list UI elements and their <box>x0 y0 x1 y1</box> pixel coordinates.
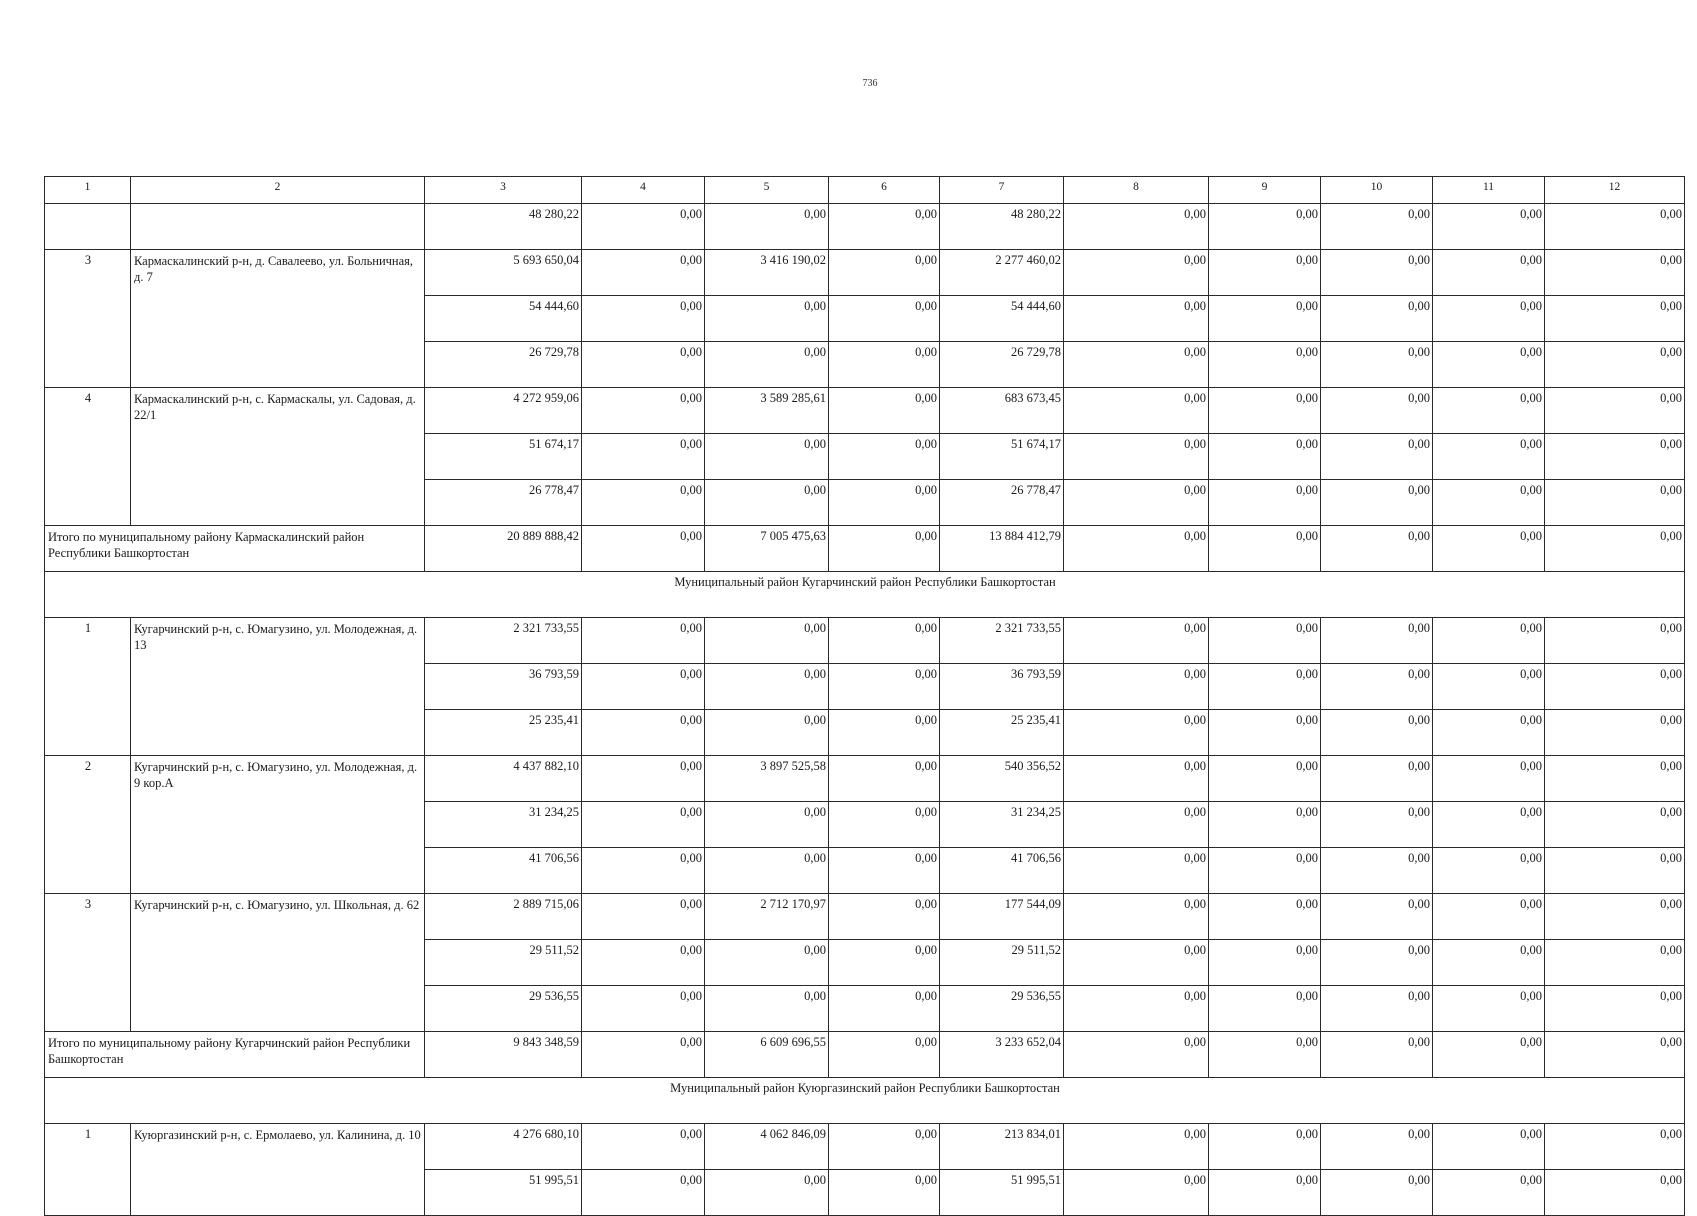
total-label: Итого по муниципальному району Кугарчинский район Республики Башкортостан <box>45 1032 425 1078</box>
address-cell: Куюргазинский р-н, с. Ермолаево, ул. Калинина, д. 10 <box>131 1124 425 1216</box>
value-cell: 0,00 <box>1321 342 1433 388</box>
value-cell: 0,00 <box>582 710 705 756</box>
address-cell: Кугарчинский р-н, с. Юмагузино, ул. Школьная, д. 62 <box>131 894 425 1032</box>
value-cell: 0,00 <box>1321 618 1433 664</box>
column-header: 8 <box>1064 177 1209 204</box>
column-header: 5 <box>705 177 829 204</box>
value-cell: 0,00 <box>1209 250 1321 296</box>
value-cell: 0,00 <box>1321 1032 1433 1078</box>
page-number: 736 <box>862 78 878 89</box>
value-cell: 0,00 <box>1209 342 1321 388</box>
value-cell: 0,00 <box>705 802 829 848</box>
column-header: 4 <box>582 177 705 204</box>
table-row <box>45 618 1685 664</box>
value-cell: 0,00 <box>1433 480 1545 526</box>
value-cell: 0,00 <box>1209 1124 1321 1170</box>
row-number: 4 <box>45 388 131 526</box>
value-cell: 0,00 <box>1433 388 1545 434</box>
value-cell: 0,00 <box>582 342 705 388</box>
value-cell: 0,00 <box>1064 802 1209 848</box>
value-cell: 0,00 <box>1545 250 1685 296</box>
table-row <box>45 204 1685 250</box>
value-cell: 0,00 <box>582 986 705 1032</box>
value-cell: 0,00 <box>1545 940 1685 986</box>
value-cell: 0,00 <box>829 894 940 940</box>
value-cell: 0,00 <box>1064 1124 1209 1170</box>
value-cell: 4 437 882,10 <box>425 756 582 802</box>
value-cell: 213 834,01 <box>940 1124 1064 1170</box>
value-cell: 0,00 <box>1545 986 1685 1032</box>
value-cell: 0,00 <box>829 342 940 388</box>
value-cell: 0,00 <box>1545 480 1685 526</box>
value-cell: 0,00 <box>1545 848 1685 894</box>
value-cell: 0,00 <box>582 526 705 572</box>
value-cell: 3 233 652,04 <box>940 1032 1064 1078</box>
value-cell: 51 995,51 <box>425 1170 582 1216</box>
value-cell: 0,00 <box>1545 802 1685 848</box>
section-title: Муниципальный район Куюргазинский район Республики Башкортостан <box>45 1078 1685 1124</box>
value-cell: 0,00 <box>1064 250 1209 296</box>
value-cell: 0,00 <box>829 848 940 894</box>
value-cell: 0,00 <box>1209 388 1321 434</box>
value-cell: 0,00 <box>1209 296 1321 342</box>
value-cell: 9 843 348,59 <box>425 1032 582 1078</box>
value-cell: 0,00 <box>1433 526 1545 572</box>
value-cell: 0,00 <box>1545 434 1685 480</box>
value-cell: 0,00 <box>1433 986 1545 1032</box>
row-number: 3 <box>45 894 131 1032</box>
value-cell: 0,00 <box>1433 1170 1545 1216</box>
value-cell: 0,00 <box>1433 848 1545 894</box>
value-cell: 54 444,60 <box>940 296 1064 342</box>
value-cell: 0,00 <box>1064 526 1209 572</box>
value-cell: 0,00 <box>1545 1124 1685 1170</box>
row-number: 2 <box>45 756 131 894</box>
value-cell: 29 511,52 <box>425 940 582 986</box>
value-cell: 0,00 <box>1209 526 1321 572</box>
value-cell: 0,00 <box>1433 1032 1545 1078</box>
value-cell: 48 280,22 <box>940 204 1064 250</box>
column-header-row <box>45 177 1685 204</box>
value-cell: 0,00 <box>582 618 705 664</box>
value-cell: 0,00 <box>582 802 705 848</box>
value-cell: 0,00 <box>582 848 705 894</box>
value-cell: 0,00 <box>582 756 705 802</box>
value-cell: 0,00 <box>705 940 829 986</box>
address-cell: Кармаскалинский р-н, д. Савалеево, ул. Больничная, д. 7 <box>131 250 425 388</box>
value-cell: 0,00 <box>1545 526 1685 572</box>
value-cell: 0,00 <box>829 1032 940 1078</box>
value-cell: 29 511,52 <box>940 940 1064 986</box>
value-cell: 0,00 <box>1064 940 1209 986</box>
value-cell: 0,00 <box>1064 296 1209 342</box>
value-cell: 0,00 <box>1321 434 1433 480</box>
value-cell: 0,00 <box>1321 526 1433 572</box>
value-cell: 0,00 <box>1545 296 1685 342</box>
value-cell: 0,00 <box>1433 756 1545 802</box>
value-cell: 2 889 715,06 <box>425 894 582 940</box>
value-cell: 0,00 <box>705 710 829 756</box>
value-cell: 0,00 <box>829 664 940 710</box>
value-cell: 0,00 <box>1209 848 1321 894</box>
value-cell: 0,00 <box>1209 986 1321 1032</box>
value-cell: 4 062 846,09 <box>705 1124 829 1170</box>
value-cell: 0,00 <box>705 342 829 388</box>
value-cell: 0,00 <box>1545 664 1685 710</box>
value-cell: 0,00 <box>1321 664 1433 710</box>
value-cell: 5 693 650,04 <box>425 250 582 296</box>
value-cell: 0,00 <box>1321 296 1433 342</box>
table-row <box>45 388 1685 434</box>
column-header: 2 <box>131 177 425 204</box>
value-cell: 0,00 <box>1433 250 1545 296</box>
value-cell: 0,00 <box>1209 664 1321 710</box>
value-cell: 0,00 <box>1064 1170 1209 1216</box>
value-cell: 2 321 733,55 <box>940 618 1064 664</box>
value-cell: 0,00 <box>1321 480 1433 526</box>
value-cell: 25 235,41 <box>940 710 1064 756</box>
row-number <box>45 204 131 250</box>
value-cell: 4 276 680,10 <box>425 1124 582 1170</box>
column-header: 3 <box>425 177 582 204</box>
value-cell: 0,00 <box>829 480 940 526</box>
value-cell: 0,00 <box>582 434 705 480</box>
value-cell: 0,00 <box>582 894 705 940</box>
value-cell: 0,00 <box>582 1170 705 1216</box>
value-cell: 13 884 412,79 <box>940 526 1064 572</box>
value-cell: 0,00 <box>1545 1170 1685 1216</box>
value-cell: 0,00 <box>829 1124 940 1170</box>
value-cell: 0,00 <box>705 296 829 342</box>
value-cell: 0,00 <box>1545 756 1685 802</box>
value-cell: 0,00 <box>1321 250 1433 296</box>
value-cell: 41 706,56 <box>425 848 582 894</box>
value-cell: 0,00 <box>1064 1032 1209 1078</box>
total-row <box>45 526 1685 572</box>
value-cell: 0,00 <box>1433 940 1545 986</box>
value-cell: 0,00 <box>705 986 829 1032</box>
value-cell: 0,00 <box>1209 480 1321 526</box>
table-row <box>45 1124 1685 1170</box>
value-cell: 26 729,78 <box>940 342 1064 388</box>
value-cell: 0,00 <box>1064 204 1209 250</box>
value-cell: 683 673,45 <box>940 388 1064 434</box>
value-cell: 0,00 <box>705 618 829 664</box>
row-number: 1 <box>45 618 131 756</box>
address-cell <box>131 204 425 250</box>
value-cell: 0,00 <box>1545 618 1685 664</box>
section-header-row <box>45 1078 1685 1124</box>
value-cell: 0,00 <box>829 710 940 756</box>
table-row <box>45 250 1685 296</box>
value-cell: 26 778,47 <box>425 480 582 526</box>
column-header: 1 <box>45 177 131 204</box>
value-cell: 0,00 <box>1064 848 1209 894</box>
value-cell: 0,00 <box>829 940 940 986</box>
section-header-row <box>45 572 1685 618</box>
value-cell: 0,00 <box>1433 296 1545 342</box>
value-cell: 0,00 <box>1209 710 1321 756</box>
value-cell: 0,00 <box>1321 710 1433 756</box>
value-cell: 20 889 888,42 <box>425 526 582 572</box>
value-cell: 6 609 696,55 <box>705 1032 829 1078</box>
value-cell: 0,00 <box>829 1170 940 1216</box>
value-cell: 0,00 <box>582 1124 705 1170</box>
value-cell: 0,00 <box>1064 986 1209 1032</box>
value-cell: 0,00 <box>1433 434 1545 480</box>
value-cell: 0,00 <box>1209 940 1321 986</box>
value-cell: 0,00 <box>1545 342 1685 388</box>
value-cell: 0,00 <box>829 526 940 572</box>
value-cell: 0,00 <box>1321 894 1433 940</box>
address-cell: Кугарчинский р-н, с. Юмагузино, ул. Молодежная, д. 13 <box>131 618 425 756</box>
value-cell: 0,00 <box>829 756 940 802</box>
value-cell: 0,00 <box>1433 1124 1545 1170</box>
value-cell: 0,00 <box>1545 894 1685 940</box>
value-cell: 0,00 <box>705 1170 829 1216</box>
value-cell: 0,00 <box>705 480 829 526</box>
value-cell: 36 793,59 <box>425 664 582 710</box>
value-cell: 0,00 <box>1209 434 1321 480</box>
value-cell: 3 416 190,02 <box>705 250 829 296</box>
value-cell: 7 005 475,63 <box>705 526 829 572</box>
value-cell: 3 589 285,61 <box>705 388 829 434</box>
value-cell: 0,00 <box>1209 894 1321 940</box>
value-cell: 29 536,55 <box>425 986 582 1032</box>
total-label: Итого по муниципальному району Кармаскалинский район Республики Башкортостан <box>45 526 425 572</box>
section-title: Муниципальный район Кугарчинский район Республики Башкортостан <box>45 572 1685 618</box>
value-cell: 0,00 <box>1064 664 1209 710</box>
value-cell: 0,00 <box>829 296 940 342</box>
value-cell: 0,00 <box>1064 480 1209 526</box>
value-cell: 4 272 959,06 <box>425 388 582 434</box>
row-number: 1 <box>45 1124 131 1216</box>
value-cell: 0,00 <box>1433 802 1545 848</box>
table-row <box>45 894 1685 940</box>
value-cell: 0,00 <box>582 204 705 250</box>
value-cell: 25 235,41 <box>425 710 582 756</box>
financial-table <box>44 176 1685 1216</box>
value-cell: 0,00 <box>1321 1124 1433 1170</box>
value-cell: 0,00 <box>1433 618 1545 664</box>
value-cell: 54 444,60 <box>425 296 582 342</box>
value-cell: 0,00 <box>1321 1170 1433 1216</box>
value-cell: 0,00 <box>582 480 705 526</box>
column-header: 7 <box>940 177 1064 204</box>
value-cell: 0,00 <box>1545 204 1685 250</box>
value-cell: 0,00 <box>582 296 705 342</box>
value-cell: 51 995,51 <box>940 1170 1064 1216</box>
value-cell: 0,00 <box>829 388 940 434</box>
value-cell: 177 544,09 <box>940 894 1064 940</box>
value-cell: 0,00 <box>1545 710 1685 756</box>
value-cell: 2 712 170,97 <box>705 894 829 940</box>
value-cell: 0,00 <box>1321 802 1433 848</box>
value-cell: 0,00 <box>829 434 940 480</box>
value-cell: 0,00 <box>582 940 705 986</box>
column-header: 6 <box>829 177 940 204</box>
value-cell: 0,00 <box>582 664 705 710</box>
value-cell: 0,00 <box>1545 388 1685 434</box>
value-cell: 0,00 <box>1433 894 1545 940</box>
value-cell: 0,00 <box>829 250 940 296</box>
value-cell: 31 234,25 <box>940 802 1064 848</box>
value-cell: 0,00 <box>1064 618 1209 664</box>
value-cell: 0,00 <box>1209 204 1321 250</box>
value-cell: 0,00 <box>1064 434 1209 480</box>
value-cell: 0,00 <box>705 434 829 480</box>
value-cell: 51 674,17 <box>425 434 582 480</box>
value-cell: 0,00 <box>1321 986 1433 1032</box>
address-cell: Кармаскалинский р-н, с. Кармаскалы, ул. Садовая, д. 22/1 <box>131 388 425 526</box>
value-cell: 3 897 525,58 <box>705 756 829 802</box>
value-cell: 0,00 <box>705 848 829 894</box>
value-cell: 48 280,22 <box>425 204 582 250</box>
value-cell: 0,00 <box>1321 388 1433 434</box>
value-cell: 0,00 <box>1321 756 1433 802</box>
value-cell: 0,00 <box>829 204 940 250</box>
value-cell: 0,00 <box>1064 710 1209 756</box>
value-cell: 41 706,56 <box>940 848 1064 894</box>
column-header: 10 <box>1321 177 1433 204</box>
value-cell: 36 793,59 <box>940 664 1064 710</box>
column-header: 9 <box>1209 177 1321 204</box>
value-cell: 0,00 <box>1209 802 1321 848</box>
value-cell: 0,00 <box>705 664 829 710</box>
value-cell: 2 321 733,55 <box>425 618 582 664</box>
column-header: 11 <box>1433 177 1545 204</box>
value-cell: 2 277 460,02 <box>940 250 1064 296</box>
value-cell: 0,00 <box>582 1032 705 1078</box>
value-cell: 0,00 <box>829 986 940 1032</box>
table-row <box>45 756 1685 802</box>
value-cell: 29 536,55 <box>940 986 1064 1032</box>
value-cell: 0,00 <box>1433 204 1545 250</box>
value-cell: 0,00 <box>1064 342 1209 388</box>
value-cell: 0,00 <box>1064 388 1209 434</box>
value-cell: 0,00 <box>1545 1032 1685 1078</box>
value-cell: 540 356,52 <box>940 756 1064 802</box>
value-cell: 0,00 <box>705 204 829 250</box>
value-cell: 0,00 <box>582 388 705 434</box>
value-cell: 0,00 <box>1209 756 1321 802</box>
row-number: 3 <box>45 250 131 388</box>
value-cell: 26 778,47 <box>940 480 1064 526</box>
value-cell: 0,00 <box>1321 940 1433 986</box>
table-body <box>45 177 1685 1216</box>
value-cell: 0,00 <box>1433 342 1545 388</box>
value-cell: 0,00 <box>1209 618 1321 664</box>
value-cell: 0,00 <box>1321 848 1433 894</box>
value-cell: 0,00 <box>1321 204 1433 250</box>
column-header: 12 <box>1545 177 1685 204</box>
value-cell: 0,00 <box>829 618 940 664</box>
total-row <box>45 1032 1685 1078</box>
value-cell: 26 729,78 <box>425 342 582 388</box>
value-cell: 0,00 <box>1064 756 1209 802</box>
value-cell: 31 234,25 <box>425 802 582 848</box>
value-cell: 0,00 <box>1433 664 1545 710</box>
value-cell: 51 674,17 <box>940 434 1064 480</box>
value-cell: 0,00 <box>829 802 940 848</box>
value-cell: 0,00 <box>1209 1170 1321 1216</box>
value-cell: 0,00 <box>1209 1032 1321 1078</box>
value-cell: 0,00 <box>1064 894 1209 940</box>
value-cell: 0,00 <box>1433 710 1545 756</box>
value-cell: 0,00 <box>582 250 705 296</box>
address-cell: Кугарчинский р-н, с. Юмагузино, ул. Молодежная, д. 9 кор.А <box>131 756 425 894</box>
